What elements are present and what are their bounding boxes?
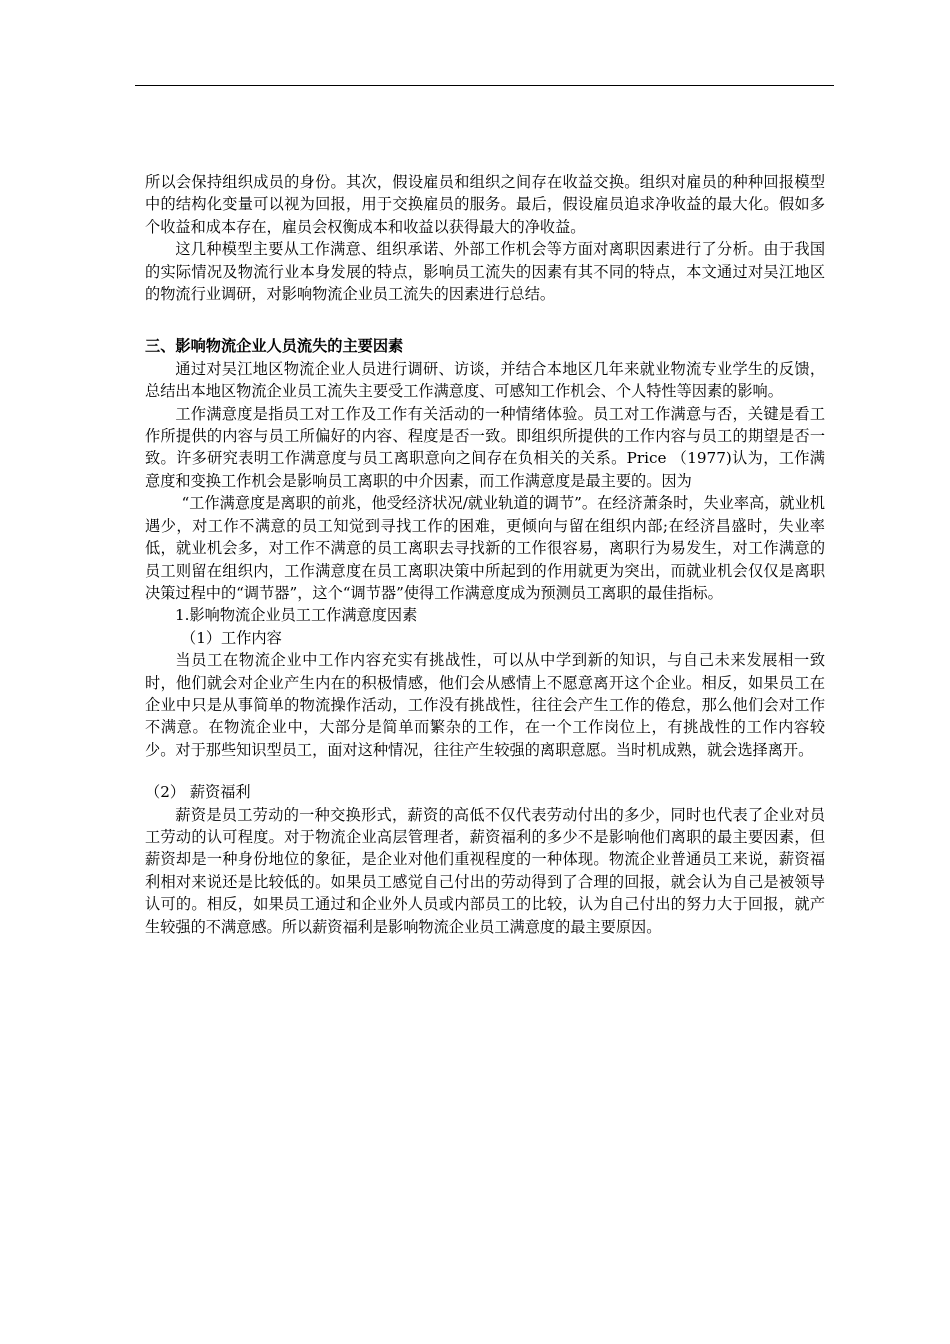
paragraph: 这几种模型主要从工作满意、组织承诺、外部工作机会等方面对离职因素进行了分析。由于我国的实际情况及物流行业本身发展的特点，影响员工流失的因素有其不同的特点，本文通过对吴江地区的物流行业调研，对影响物流企业员工流失的因素进行总结。 — [145, 240, 825, 304]
paragraph: 薪资是员工劳动的一种交换形式，薪资的高低不仅代表劳动付出的多少，同时也代表了企业对员工劳动的认可程度。对于物流企业高层管理者，薪资福利的多少不是影响他们离职的最主要因素，但薪资却是一种身份地位的象征，是企业对他们重视程度的一种体现。物流企业普通员工来说，薪资福利相对来说还是比较低的。如果员工感觉自己付出的劳动得到了合理的回报，就会认为自己是被领导认可的。相反，如果员工通过和企业外人员或内部员工的比较，认为自己付出的努力大于回报，就产生较强的不满意感。所以薪资福利是影响物流企业员工满意度的最主要原因。 — [145, 805, 825, 936]
subsection-heading: 1.影响物流企业员工工作满意度因素 — [175, 606, 418, 625]
header-rule — [135, 85, 834, 86]
section-heading: 三、影响物流企业人员流失的主要因素 — [145, 337, 404, 356]
paragraph: “工作满意度是离职的前兆，他受经济状况/就业轨道的调节”。在经济萧条时，失业率高，就业机遇少，对工作不满意的员工知觉到寻找工作的困难，更倾向与留在组织内部;在经济昌盛时，失业率低，就业机会多，对工作不满意的员工离职去寻找新的工作很容易，离职行为易发生，对工作满意的员工则留在组织内，工作满意度在员工离职决策中所起到的作用就更为突出，而就业机会仅仅是离职决策过程中的“调节器”，这个“调节器”使得工作满意度成为预测员工离职的最佳指标。 — [145, 494, 825, 602]
subsection-heading: （2） 薪资福利 — [145, 783, 251, 802]
subsection-heading: （1）工作内容 — [181, 628, 282, 647]
paragraph: 所以会保持组织成员的身份。其次，假设雇员和组织之间存在收益交换。组织对雇员的种种回报模型中的结构化变量可以视为回报，用于交换雇员的服务。最后，假设雇员追求净收益的最大化。假如多个收益和成本存在，雇员会权衡成本和收益以获得最大的净收益。 — [145, 173, 825, 236]
paragraph: 当员工在物流企业中工作内容充实有挑战性，可以从中学到新的知识，与自己未来发展相一致时，他们就会对企业产生内在的积极情感，他们会从感情上不愿意离开这个企业。相反，如果员工在企业中只是从事简单的物流操作活动，工作没有挑战性，往往会产生工作的倦怠，那么他们会对工作不满意。在物流企业中，大部分是简单而繁杂的工作，在一个工作岗位上，有挑战性的工作内容较少。对于那些知识型员工，面对这种情况，往往产生较强的离职意愿。当时机成熟，就会选择离开。 — [145, 651, 825, 759]
document-body — [145, 171, 825, 938]
paragraph: 工作满意度是指员工对工作及工作有关活动的一种情绪体验。员工对工作满意与否，关键是看工作所提供的内容与员工所偏好的内容、程度是否一致。即组织所提供的工作内容与员工的期望是否一致。许多研究表明工作满意度与员工离职意向之间存在负相关的关系。Price （1977)认为，工作满意度和变换工作机会是影响员工离职的中介因素，而工作满意度是最主要的。因为 — [145, 404, 825, 490]
paragraph: 通过对吴江地区物流企业人员进行调研、访谈，并结合本地区几年来就业物流专业学生的反馈，总结出本地区物流企业员工流失主要受工作满意度、可感知工作机会、个人特性等因素的影响。 — [145, 359, 825, 401]
